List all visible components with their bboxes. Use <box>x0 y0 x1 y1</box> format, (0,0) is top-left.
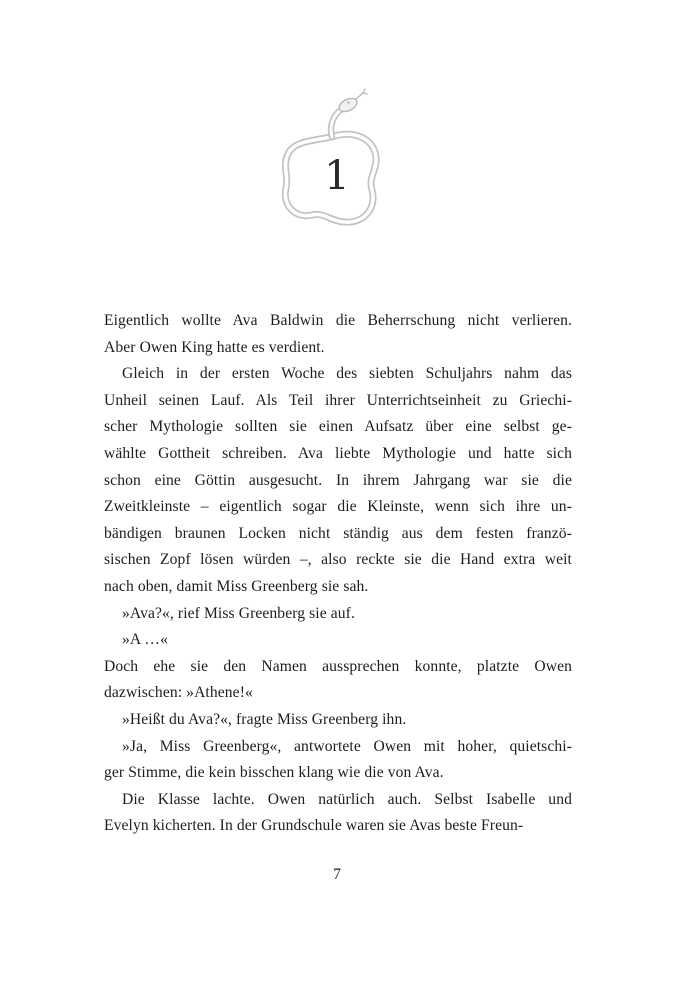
text-line: schon eine Göttin ausgesucht. In ihrem Jahrgang war sie die <box>104 471 572 489</box>
text-line: Die Klasse lachte. Owen natürlich auch. Selbst Isabelle und <box>122 790 572 808</box>
text-line: »Ja, Miss Greenberg«, antwortete Owen mit hoher, quietschi- <box>122 737 572 755</box>
paragraph <box>104 707 572 734</box>
text-line: Unheil seinen Lauf. Als Teil ihrer Unterrichtseinheit zu Griechi- <box>104 391 572 409</box>
text-line: dazwischen: »Athene!« <box>104 684 253 702</box>
paragraph <box>104 361 572 600</box>
body-text <box>104 308 572 840</box>
text-line: Evelyn kicherten. In der Grundschule waren sie Avas beste Freun- <box>104 817 524 835</box>
text-line: ger Stimme, die kein bisschen klang wie die von Ava. <box>104 764 444 782</box>
chapter-ornament <box>272 86 402 248</box>
paragraph <box>104 734 572 787</box>
text-line: scher Mythologie sollten sie einen Aufsatz über eine selbst ge- <box>104 418 572 436</box>
text-line: wählte Gottheit schreiben. Ava liebte Mythologie und hatte sich <box>104 444 572 462</box>
text-line: Zweitkleinste – eigentlich sogar die Kleinste, wenn sich ihre un- <box>104 498 572 516</box>
paragraph <box>104 308 572 361</box>
chapter-number: 1 <box>324 153 350 199</box>
text-line: Doch ehe sie den Namen aussprechen konnte, platzte Owen <box>104 657 572 675</box>
text-line: »A …« <box>122 631 168 649</box>
text-line: sischen Zopf lösen würden –, also reckte sie die Hand extra weit <box>104 551 572 569</box>
paragraph <box>104 787 572 840</box>
snake-head-icon <box>337 89 367 114</box>
text-line: Gleich in der ersten Woche des siebten Schuljahrs nahm das <box>122 365 572 383</box>
text-line: »Heißt du Ava?«, fragte Miss Greenberg ihn. <box>122 710 407 728</box>
text-line: Eigentlich wollte Ava Baldwin die Beherrschung nicht verlieren. <box>104 312 572 329</box>
paragraph <box>104 627 572 654</box>
text-line: nach oben, damit Miss Greenberg sie sah. <box>104 577 369 595</box>
text-line: »Ava?«, rief Miss Greenberg sie auf. <box>122 604 355 622</box>
text-line: Aber Owen King hatte es verdient. <box>104 338 325 356</box>
text-line: bändigen braunen Locken nicht ständig aus dem festen franzö- <box>104 524 572 542</box>
page-number: 7 <box>333 866 341 883</box>
paragraph <box>104 654 572 707</box>
paragraph <box>104 601 572 628</box>
